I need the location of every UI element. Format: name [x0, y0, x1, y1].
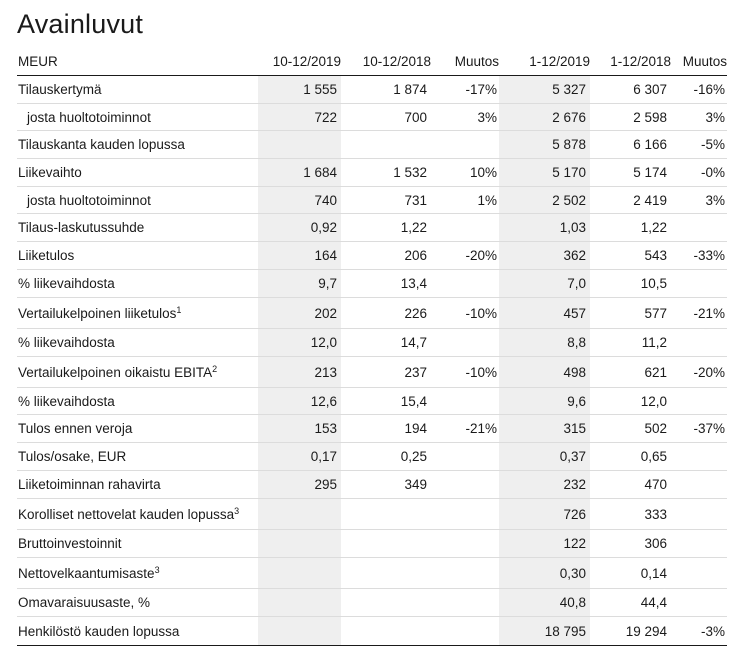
cell-q4-2019: 740 — [258, 187, 341, 214]
table-row — [17, 298, 727, 329]
cell-q4-2018: 206 — [341, 242, 431, 270]
cell-q4-2019: 153 — [258, 415, 341, 443]
footnote-marker: 3 — [234, 505, 240, 516]
cell-q4-2018 — [341, 558, 431, 589]
table-row — [17, 617, 727, 646]
cell-q4-change: -21% — [431, 415, 499, 443]
cell-fy-change — [671, 214, 727, 242]
cell-q4-2018: 1 874 — [341, 76, 431, 104]
table-row — [17, 329, 727, 357]
cell-fy-change — [671, 443, 727, 471]
cell-fy-2019: 5 170 — [499, 159, 590, 187]
table-row — [17, 242, 727, 270]
cell-fy-2019: 5 327 — [499, 76, 590, 104]
cell-q4-2018: 14,7 — [341, 329, 431, 357]
cell-fy-2019: 315 — [499, 415, 590, 443]
table-row — [17, 471, 727, 499]
table-row — [17, 415, 727, 443]
cell-q4-2019: 1 555 — [258, 76, 341, 104]
cell-q4-change: -10% — [431, 357, 499, 388]
table-row — [17, 499, 727, 530]
cell-q4-2018: 731 — [341, 187, 431, 214]
cell-fy-change: -0% — [671, 159, 727, 187]
cell-fy-2018: 0,14 — [590, 558, 671, 589]
cell-q4-2019: 295 — [258, 471, 341, 499]
cell-q4-change: 10% — [431, 159, 499, 187]
cell-fy-change — [671, 471, 727, 499]
cell-q4-2019: 722 — [258, 104, 341, 131]
cell-q4-change: -20% — [431, 242, 499, 270]
cell-fy-2018: 502 — [590, 415, 671, 443]
cell-fy-2019: 2 676 — [499, 104, 590, 131]
cell-fy-2018: 333 — [590, 499, 671, 530]
cell-q4-2018 — [341, 131, 431, 159]
row-label: josta huoltotoiminnot — [17, 104, 258, 131]
row-label: Tilauskertymä — [17, 76, 258, 104]
cell-q4-2018: 0,25 — [341, 443, 431, 471]
cell-q4-change — [431, 558, 499, 589]
row-label: Nettovelkaantumisaste$^3$ — [17, 558, 258, 589]
cell-fy-2018: 5 174 — [590, 159, 671, 187]
cell-fy-2019: 8,8 — [499, 329, 590, 357]
key-figures-table — [17, 50, 727, 646]
cell-q4-2019 — [258, 617, 341, 646]
cell-fy-2019: 457 — [499, 298, 590, 329]
cell-fy-2019: 726 — [499, 499, 590, 530]
cell-q4-2019: 164 — [258, 242, 341, 270]
row-label: Tulos/osake, EUR — [17, 443, 258, 471]
cell-fy-2019: 232 — [499, 471, 590, 499]
row-label: Vertailukelpoinen oikaistu EBITA$^2$ — [17, 357, 258, 388]
row-label: Tulos ennen veroja — [17, 415, 258, 443]
cell-fy-2019: 122 — [499, 530, 590, 558]
row-label: Vertailukelpoinen liiketulos$^1$ — [17, 298, 258, 329]
cell-fy-2018: 0,65 — [590, 443, 671, 471]
cell-q4-change: 1% — [431, 187, 499, 214]
cell-fy-2018: 621 — [590, 357, 671, 388]
cell-fy-2018: 6 307 — [590, 76, 671, 104]
table-row — [17, 357, 727, 388]
cell-fy-2019: 0,37 — [499, 443, 590, 471]
cell-q4-2018: 1,22 — [341, 214, 431, 242]
cell-fy-change: -37% — [671, 415, 727, 443]
cell-fy-change: -16% — [671, 76, 727, 104]
cell-q4-2019: 9,7 — [258, 270, 341, 298]
header-fy-change: Muutos — [671, 50, 727, 76]
cell-q4-2019 — [258, 558, 341, 589]
cell-fy-change — [671, 388, 727, 415]
cell-q4-2019: 1 684 — [258, 159, 341, 187]
cell-fy-2019: 40,8 — [499, 589, 590, 617]
row-label: Tilaus-laskutussuhde — [17, 214, 258, 242]
cell-fy-2018: 10,5 — [590, 270, 671, 298]
cell-fy-2019: 362 — [499, 242, 590, 270]
row-label: Liikevaihto — [17, 159, 258, 187]
cell-fy-change — [671, 499, 727, 530]
table-row — [17, 270, 727, 298]
cell-q4-change — [431, 270, 499, 298]
cell-q4-change — [431, 388, 499, 415]
cell-q4-change — [431, 471, 499, 499]
cell-q4-2019: 12,6 — [258, 388, 341, 415]
cell-q4-2019 — [258, 589, 341, 617]
cell-fy-2018: 6 166 — [590, 131, 671, 159]
cell-fy-2019: 1,03 — [499, 214, 590, 242]
cell-fy-2018: 1,22 — [590, 214, 671, 242]
cell-fy-2018: 543 — [590, 242, 671, 270]
row-label: Omavaraisuusaste, % — [17, 589, 258, 617]
header-fy-2018: 1-12/2018 — [590, 50, 671, 76]
cell-fy-2018: 577 — [590, 298, 671, 329]
cell-q4-change: -10% — [431, 298, 499, 329]
cell-q4-2018 — [341, 499, 431, 530]
cell-fy-2018: 2 419 — [590, 187, 671, 214]
cell-fy-change — [671, 589, 727, 617]
cell-q4-change — [431, 530, 499, 558]
table-row — [17, 104, 727, 131]
row-label: josta huoltotoiminnot — [17, 187, 258, 214]
header-q4-2019: 10-12/2019 — [258, 50, 341, 76]
cell-q4-change — [431, 329, 499, 357]
table-row — [17, 388, 727, 415]
cell-fy-2019: 9,6 — [499, 388, 590, 415]
cell-fy-change — [671, 270, 727, 298]
cell-q4-2018: 15,4 — [341, 388, 431, 415]
header-q4-2018: 10-12/2018 — [341, 50, 431, 76]
cell-fy-change — [671, 329, 727, 357]
header-q4-change: Muutos — [431, 50, 499, 76]
table-row — [17, 530, 727, 558]
cell-fy-change: -3% — [671, 617, 727, 646]
cell-q4-2018: 13,4 — [341, 270, 431, 298]
cell-fy-2018: 44,4 — [590, 589, 671, 617]
cell-fy-change: 3% — [671, 104, 727, 131]
cell-q4-2019: 202 — [258, 298, 341, 329]
table-row — [17, 443, 727, 471]
cell-q4-change: -17% — [431, 76, 499, 104]
table-row — [17, 76, 727, 104]
cell-q4-2019 — [258, 530, 341, 558]
table-row — [17, 131, 727, 159]
cell-fy-change — [671, 558, 727, 589]
table-row — [17, 159, 727, 187]
page-title: Avainluvut — [17, 9, 144, 39]
cell-fy-change: 3% — [671, 187, 727, 214]
cell-fy-2019: 498 — [499, 357, 590, 388]
cell-q4-2018 — [341, 589, 431, 617]
cell-fy-2019: 5 878 — [499, 131, 590, 159]
row-label: Henkilöstö kauden lopussa — [17, 617, 258, 646]
cell-q4-2018: 349 — [341, 471, 431, 499]
cell-fy-2019: 7,0 — [499, 270, 590, 298]
row-label: Tilauskanta kauden lopussa — [17, 131, 258, 159]
cell-q4-2018: 194 — [341, 415, 431, 443]
cell-fy-2018: 306 — [590, 530, 671, 558]
cell-q4-change — [431, 443, 499, 471]
header-unit: MEUR — [17, 50, 258, 76]
cell-fy-change: -33% — [671, 242, 727, 270]
footnote-marker: 1 — [176, 304, 182, 315]
cell-q4-change — [431, 214, 499, 242]
cell-q4-2019: 12,0 — [258, 329, 341, 357]
footnote-marker: 2 — [212, 363, 218, 374]
table-row — [17, 187, 727, 214]
footnote-marker: 3 — [154, 564, 160, 575]
cell-q4-2018: 226 — [341, 298, 431, 329]
cell-q4-2018 — [341, 530, 431, 558]
cell-fy-change: -21% — [671, 298, 727, 329]
cell-fy-2018: 12,0 — [590, 388, 671, 415]
cell-fy-2018: 19 294 — [590, 617, 671, 646]
cell-q4-2018: 1 532 — [341, 159, 431, 187]
cell-fy-2018: 2 598 — [590, 104, 671, 131]
cell-q4-2018 — [341, 617, 431, 646]
cell-q4-2019: 213 — [258, 357, 341, 388]
cell-q4-2019: 0,92 — [258, 214, 341, 242]
cell-q4-change — [431, 589, 499, 617]
row-label: % liikevaihdosta — [17, 270, 258, 298]
cell-fy-2019: 0,30 — [499, 558, 590, 589]
header-fy-2019: 1-12/2019 — [499, 50, 590, 76]
row-label: Korolliset nettovelat kauden lopussa$^3$ — [17, 499, 258, 530]
row-label: % liikevaihdosta — [17, 388, 258, 415]
cell-fy-2018: 11,2 — [590, 329, 671, 357]
cell-fy-change: -5% — [671, 131, 727, 159]
cell-fy-change: -20% — [671, 357, 727, 388]
cell-fy-2019: 18 795 — [499, 617, 590, 646]
row-label: Bruttoinvestoinnit — [17, 530, 258, 558]
cell-q4-change — [431, 617, 499, 646]
header-row — [17, 50, 727, 76]
table-row — [17, 589, 727, 617]
cell-q4-2019 — [258, 499, 341, 530]
cell-q4-2018: 237 — [341, 357, 431, 388]
cell-fy-change — [671, 530, 727, 558]
row-label: % liikevaihdosta — [17, 329, 258, 357]
row-label: Liiketulos — [17, 242, 258, 270]
cell-fy-2019: 2 502 — [499, 187, 590, 214]
table-row — [17, 214, 727, 242]
table-row — [17, 558, 727, 589]
cell-q4-change: 3% — [431, 104, 499, 131]
cell-fy-2018: 470 — [590, 471, 671, 499]
cell-q4-change — [431, 499, 499, 530]
cell-q4-change — [431, 131, 499, 159]
cell-q4-2019 — [258, 131, 341, 159]
cell-q4-2019: 0,17 — [258, 443, 341, 471]
cell-q4-2018: 700 — [341, 104, 431, 131]
row-label: Liiketoiminnan rahavirta — [17, 471, 258, 499]
